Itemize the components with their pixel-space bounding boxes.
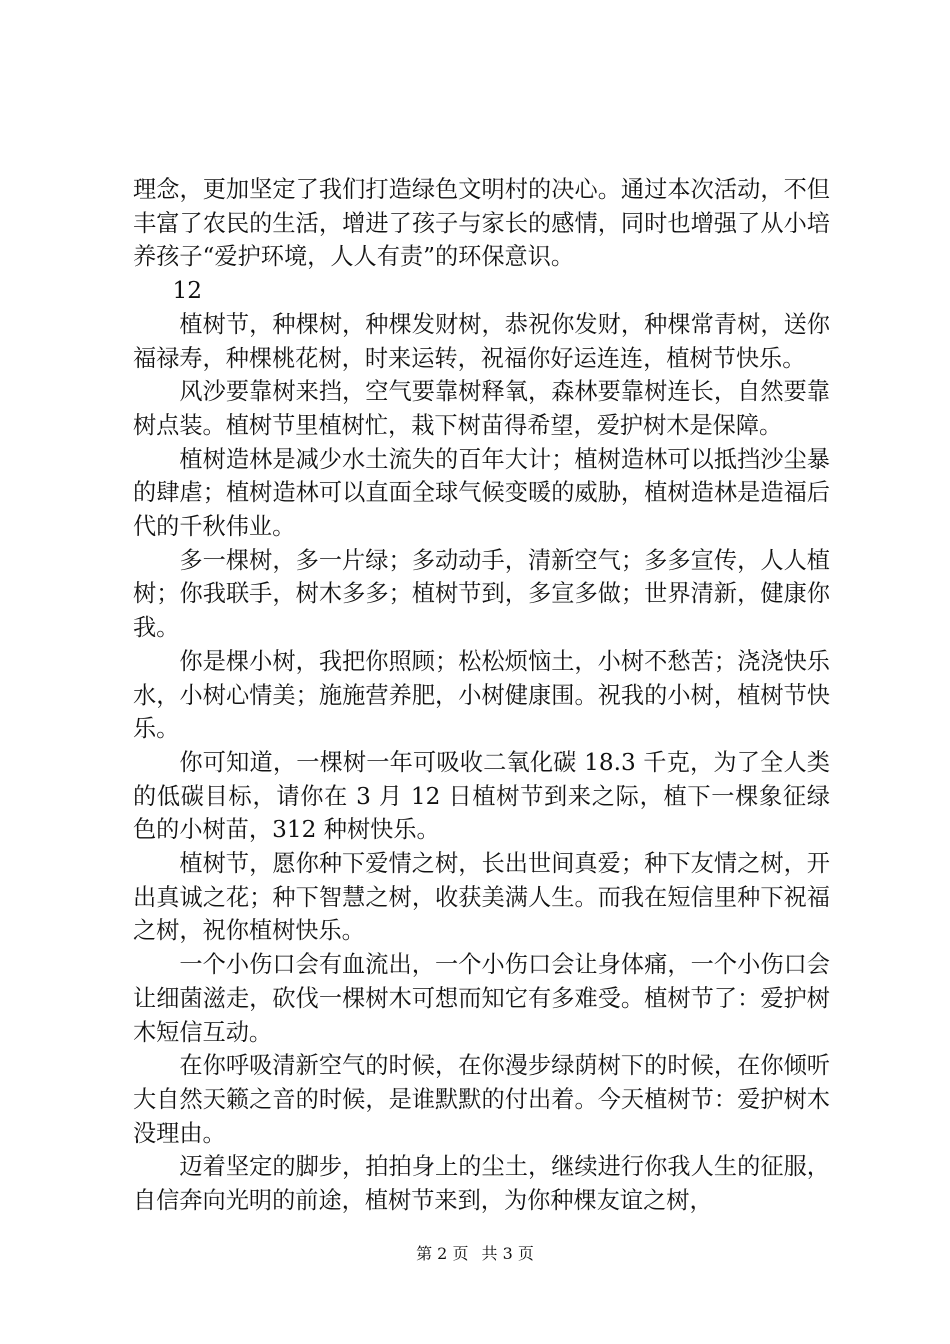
page-footer (0, 1244, 950, 1264)
paragraph: 植树造林是减少水土流失的百年大计；植树造林可以抵挡沙尘暴的肆虐；植树造林可以直面全球气候变暖的威胁，植树造林是造福后代的千秋伟业。 (133, 445, 830, 541)
paragraph: 在你呼吸清新空气的时候，在你漫步绿荫树下的时候，在你倾听大自然天籁之音的时候，是谁默默的付出着。今天植树节：爱护树木没理由。 (133, 1052, 830, 1147)
paragraph: 你可知道，一棵树一年可吸收二氧化碳 18.3 千克，为了全人类的低碳目标，请你在 3 月 12 日植树节到来之际，植下一棵象征绿色的小树苗，312 种树快乐。 (133, 748, 830, 844)
page-total: 共 3 页 (481, 1244, 534, 1263)
paragraph: 植树节，种棵树，种棵发财树，恭祝你发财，种棵常青树，送你福禄寿，种棵桃花树，时来运转，祝福你好运连连，植树节快乐。 (133, 310, 830, 372)
paragraph: 风沙要靠树来挡，空气要靠树释氧，森林要靠树连长，自然要靠树点装。植树节里植树忙，栽下树苗得希望，爱护树木是保障。 (133, 378, 830, 439)
page-number: 第 2 页 (416, 1244, 469, 1263)
document-body (133, 173, 830, 1218)
paragraph: 你是棵小树，我把你照顾；松松烦恼土，小树不愁苦；浇浇快乐水，小树心情美；施施营养肥，小树健康围。祝我的小树，植树节快乐。 (133, 647, 830, 743)
paragraph: 多一棵树，多一片绿；多动动手，清新空气；多多宣传，人人植树；你我联手，树木多多；植树节到，多宣多做；世界清新，健康你我。 (133, 546, 830, 642)
paragraph: 理念，更加坚定了我们打造绿色文明村的决心。通过本次活动，不但丰富了农民的生活，增进了孩子与家长的感情，同时也增强了从小培养孩子“爱护环境，人人有责”的环保意识。 (133, 176, 830, 271)
paragraph: 一个小伤口会有血流出，一个小伤口会让身体痛，一个小伤口会让细菌滋走，砍伐一棵树木可想而知它有多难受。植树节了：爱护树木短信互动。 (133, 951, 830, 1046)
paragraph: 植树节，愿你种下爱情之树，长出世间真爱；种下友情之树，开出真诚之花；种下智慧之树，收获美满人生。而我在短信里种下祝福之树，祝你植树快乐。 (133, 850, 830, 945)
paragraph: 迈着坚定的脚步，拍拍身上的尘土，继续进行你我人生的征服，自信奔向光明的前途，植树节来到，为你种棵友谊之树， (133, 1153, 830, 1215)
section-number: 12 (172, 277, 202, 305)
